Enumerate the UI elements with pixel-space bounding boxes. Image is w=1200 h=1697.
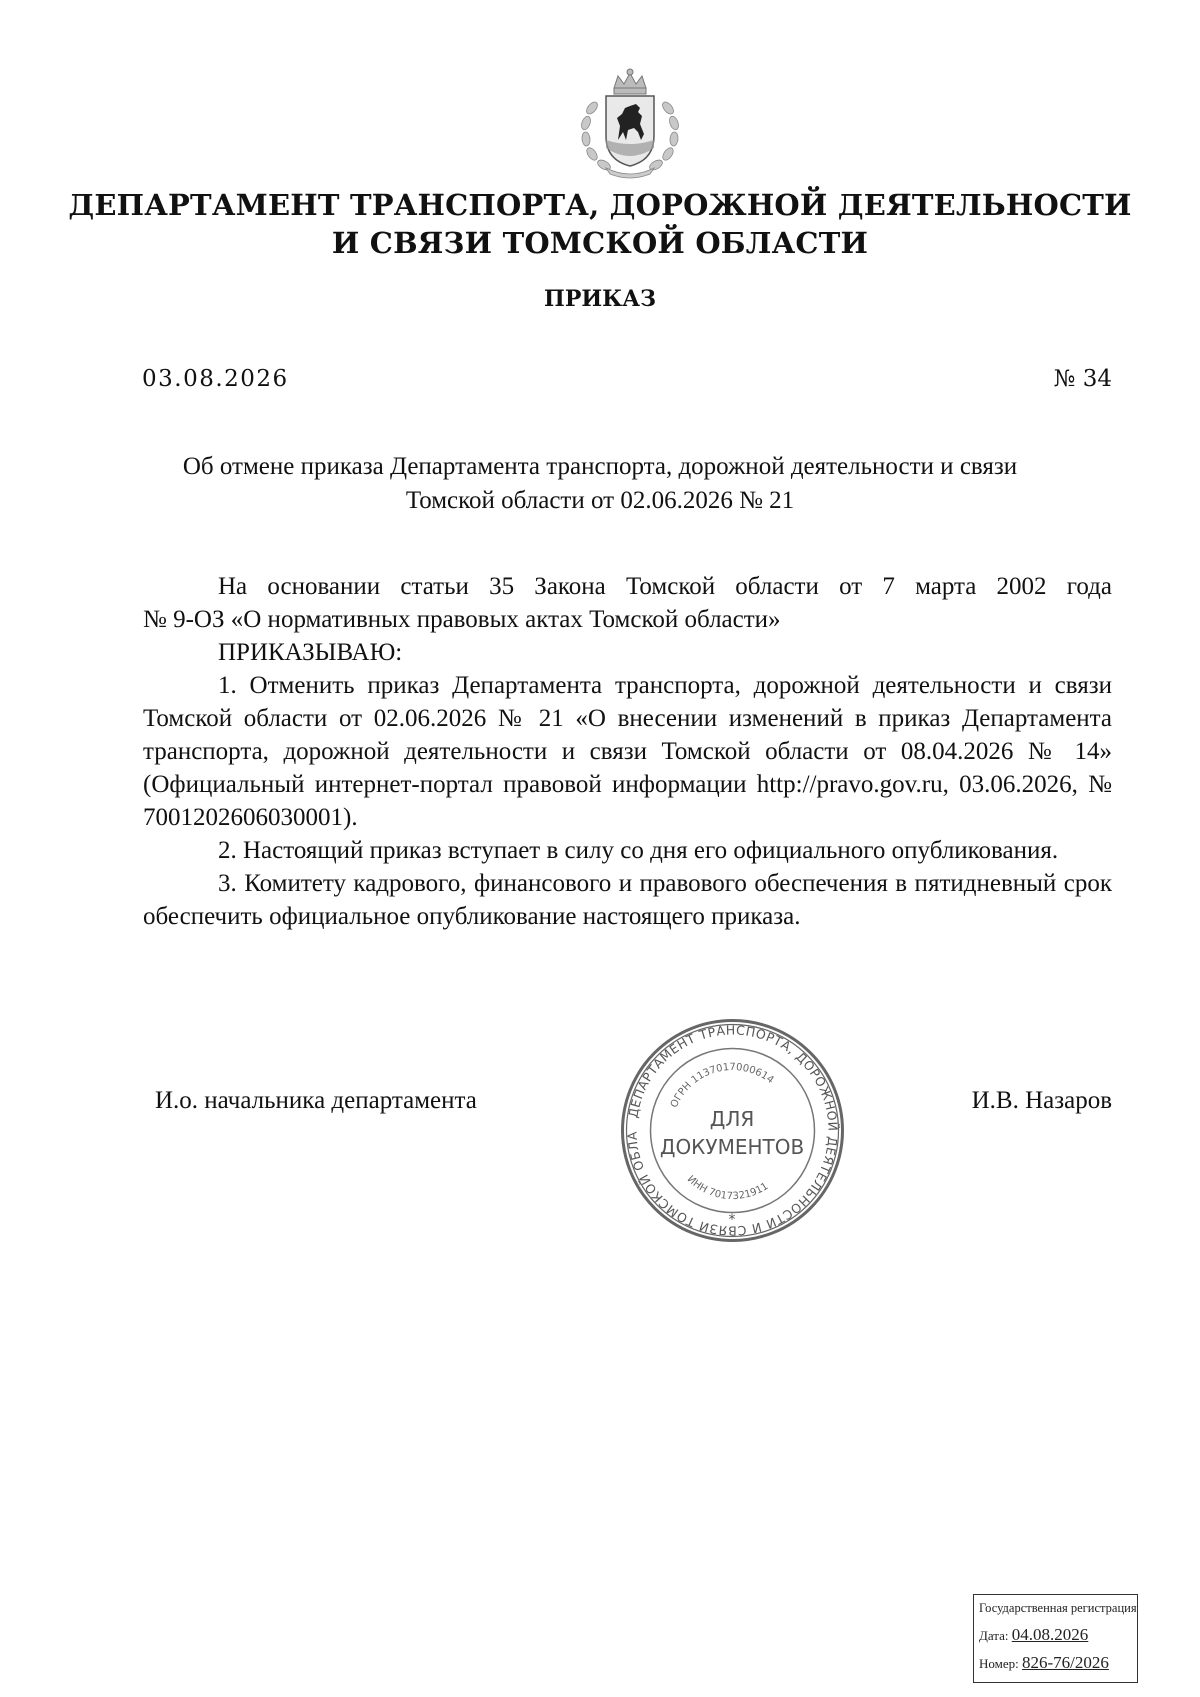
order-item-2: 2. Настоящий приказ вступает в силу со дня его официального опубликования. — [218, 837, 1059, 864]
seal-ogrn-text: ОГРН 1137017000614 — [668, 1062, 776, 1110]
order-item-3: 3. Комитету кадрового, финансового и правового обеспечения в пятидневный срок обеспечить официальное опубликование настоящего приказа. — [143, 870, 1112, 930]
seal-center-line1: ДЛЯ — [709, 1107, 755, 1131]
order-item-1: 1. Отменить приказ Департамента транспорта, дорожной деятельности и связи Томской области от 02.06.2026 № 21 «О внесении изменений в приказ Департамента транспорта, дорожной деятельности и связи Томской области от 08.04.2026 № 14» (Официальный интернет-портал правовой информации http://pravo.gov.ru, 03.06.2026, № 7001202606030001). — [143, 672, 1112, 831]
registration-heading: Государственная регистрация — [979, 1601, 1137, 1615]
seal-ring-text: ДЕПАРТАМЕНТ ТРАНСПОРТА, ДОРОЖНОЙ ДЕЯТЕЛЬНОСТИ И СВЯЗИ ТОМСКОЙ ОБЛА — [624, 1022, 841, 1239]
basis-paragraph-line1: На основании статьи 35 Закона Томской области от 7 марта 2002 года — [218, 573, 1112, 600]
document-number: № 34 — [1053, 366, 1112, 392]
document-date: 03.08.2026 — [142, 366, 289, 392]
seal-inn-text: ИНН 7017321911 — [684, 1173, 771, 1203]
seal-star: * — [728, 1212, 736, 1228]
registration-date-value: 04.08.2026 — [1011, 1625, 1089, 1644]
svg-text:ОГРН 1137017000614 — [669, 1062, 776, 1109]
coat-of-arms-emblem — [570, 68, 690, 180]
signatory-name: И.В. Назаров — [971, 1087, 1112, 1114]
registration-date-label: Дата: — [979, 1628, 1009, 1643]
svg-text:ИНН 7017321911 — [685, 1174, 771, 1202]
subject-line1: Об отмене приказа Департамента транспорта, дорожной деятельности и связи — [182, 453, 1018, 480]
document-type-heading: ПРИКАЗ — [544, 286, 656, 312]
organization-name-line1: ДЕПАРТАМЕНТ ТРАНСПОРТА, ДОРОЖНОЙ ДЕЯТЕЛЬНОСТИ — [68, 188, 1132, 222]
order-word: ПРИКАЗЫВАЮ: — [218, 639, 403, 666]
registration-number-value: 826-76/2026 — [1022, 1653, 1109, 1672]
subject-line2: Томской области от 02.06.2026 № 21 — [405, 487, 795, 514]
basis-paragraph-line2: № 9-ОЗ «О нормативных правовых актах Томской области» — [143, 606, 781, 633]
seal-center-line2: ДОКУМЕНТОВ — [659, 1135, 805, 1159]
signatory-title: И.о. начальника департамента — [155, 1087, 477, 1114]
registration-date-row — [979, 1625, 1088, 1645]
registration-number-label: Номер: — [979, 1656, 1019, 1671]
state-registration-box — [973, 1594, 1138, 1683]
official-seal-stamp — [620, 1018, 845, 1243]
organization-name-line2: И СВЯЗИ ТОМСКОЙ ОБЛАСТИ — [331, 226, 869, 260]
registration-number-row — [979, 1653, 1109, 1673]
document-body — [143, 570, 1112, 933]
